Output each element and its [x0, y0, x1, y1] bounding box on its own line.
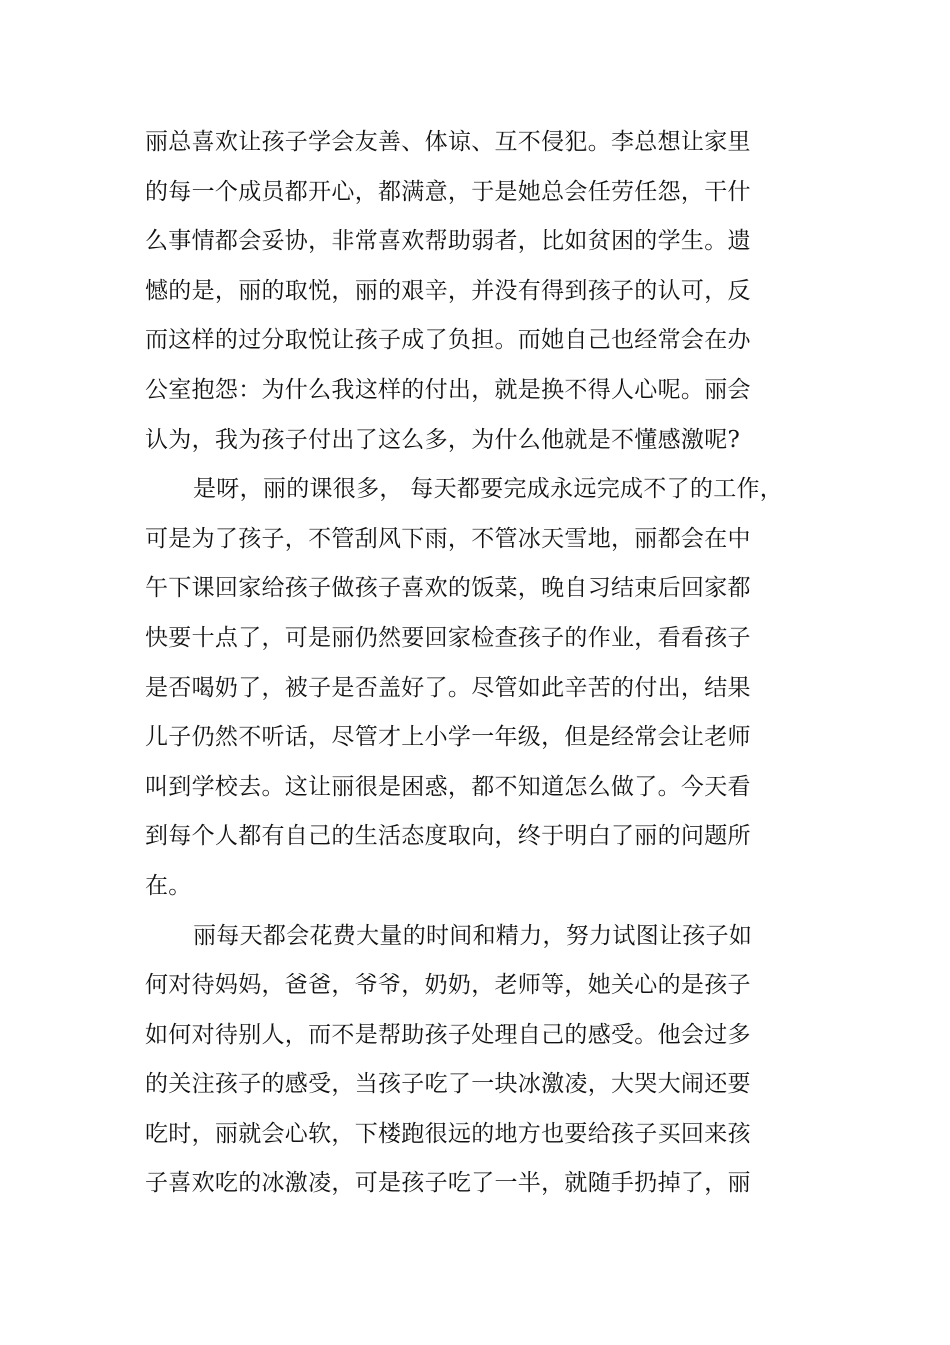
document-body: [145, 118, 805, 1209]
paragraph-start-line: 是呀，丽的课很多， 每天都要完成永远完成不了的工作，: [193, 476, 784, 503]
text-line: 叫到学校去。这让丽很是困惑，都不知道怎么做了。今天看: [145, 773, 751, 800]
text-line: 的每一个成员都开心，都满意，于是她总会任劳任怨，干什: [145, 178, 751, 205]
text-line: 的关注孩子的感受，当孩子吃了一块冰激凌，大哭大闹还要: [145, 1071, 751, 1098]
text-line: 可是为了孩子，不管刮风下雨，不管冰天雪地，丽都会在中: [145, 525, 751, 552]
text-line: 午下课回家给孩子做孩子喜欢的饭菜，晚自习结束后回家都: [145, 575, 751, 602]
text-line: 在。: [145, 872, 192, 899]
text-line: 到每个人都有自己的生活态度取向，终于明白了丽的问题所: [145, 823, 751, 850]
text-line: 何对待妈妈，爸爸，爷爷，奶奶，老师等，她关心的是孩子: [145, 972, 751, 999]
text-line: 快要十点了，可是丽仍然要回家检查孩子的作业，看看孩子: [145, 624, 751, 651]
text-line: 丽总喜欢让孩子学会友善、体谅、互不侵犯。李总想让家里: [145, 129, 751, 155]
text-line: 如何对待别人，而不是帮助孩子处理自己的感受。他会过多: [145, 1021, 751, 1048]
paragraph-start-line: 丽每天都会花费大量的时间和精力，努力试图让孩子如: [193, 922, 753, 949]
text-line: 子喜欢吃的冰激凌，可是孩子吃了一半，就随手扔掉了，丽: [145, 1170, 751, 1197]
text-line: 认为，我为孩子付出了这么多，为什么他就是不懂感激呢?: [145, 426, 741, 453]
text-line: 憾的是，丽的取悦，丽的艰辛，并没有得到孩子的认可，反: [145, 277, 751, 304]
text-line: 而这样的过分取悦让孩子成了负担。而她自己也经常会在办: [145, 327, 751, 354]
text-line: 儿子仍然不听话，尽管才上小学一年级，但是经常会让老师: [145, 724, 751, 751]
text-line: 是否喝奶了，被子是否盖好了。尽管如此辛苦的付出，结果: [145, 674, 751, 701]
text-line: 公室抱怨：为什么我这样的付出，就是换不得人心呢。丽会: [145, 376, 751, 403]
text-line: 么事情都会妥协，非常喜欢帮助弱者，比如贫困的学生。遗: [145, 228, 751, 255]
text-line: 吃时，丽就会心软，下楼跑很远的地方也要给孩子买回来孩: [145, 1120, 751, 1147]
